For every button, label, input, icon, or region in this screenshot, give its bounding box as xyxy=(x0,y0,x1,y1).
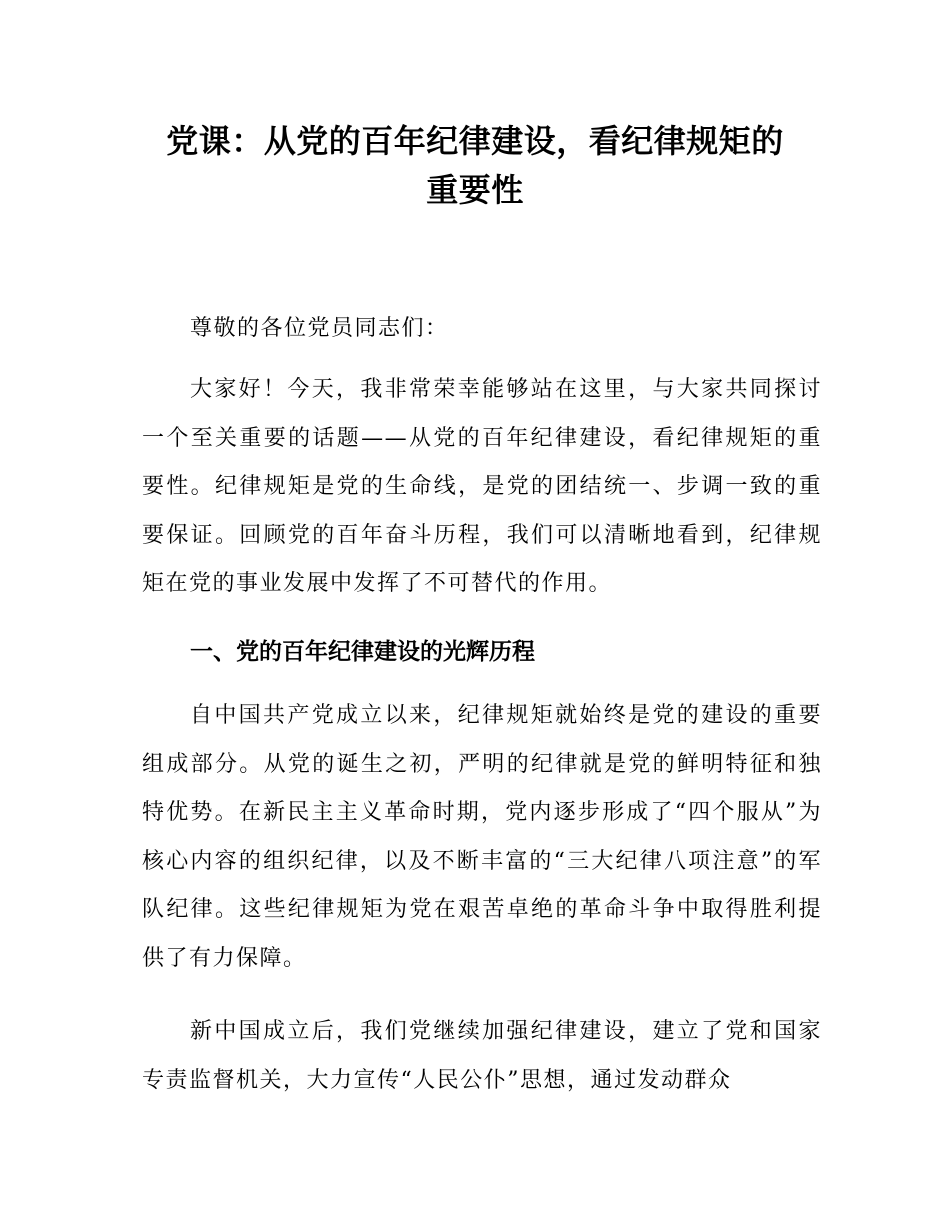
paragraph-post-1949: 新中国成立后，我们党继续加强纪律建设，建立了党和国家专责监督机关，大力宣传“人民公仆”思想，通过发动群众 xyxy=(142,1019,822,1093)
greeting: 尊敬的各位党员同志们： xyxy=(190,316,449,341)
paragraph-intro: 大家好！今天，我非常荣幸能够站在这里，与大家共同探讨一个至关重要的话题——从党的百年纪律建设，看纪律规矩的重要性。纪律规矩是党的生命线，是党的团结统一、步调一致的重要保证。回顾党的百年奋斗历程，我们可以清晰地看到，纪律规矩在党的事业发展中发挥了不可替代的作用。 xyxy=(142,377,822,597)
document-title-line-1: 党课：从党的百年纪律建设，看纪律规矩的 xyxy=(166,122,784,160)
document-title-line-2: 重要性 xyxy=(426,171,524,209)
section-heading-1: 一、党的百年纪律建设的光辉历程 xyxy=(190,639,535,665)
paragraph-history: 自中国共产党成立以来，纪律规矩就始终是党的建设的重要组成部分。从党的诞生之初，严明的纪律就是党的鲜明特征和独特优势。在新民主主义革命时期，党内逐步形成了“四个服从”为核心内容的组织纪律，以及不断丰富的“三大纪律八项注意”的军队纪律。这些纪律规矩为党在艰苦卓绝的革命斗争中取得胜利提供了有力保障。 xyxy=(142,703,822,971)
